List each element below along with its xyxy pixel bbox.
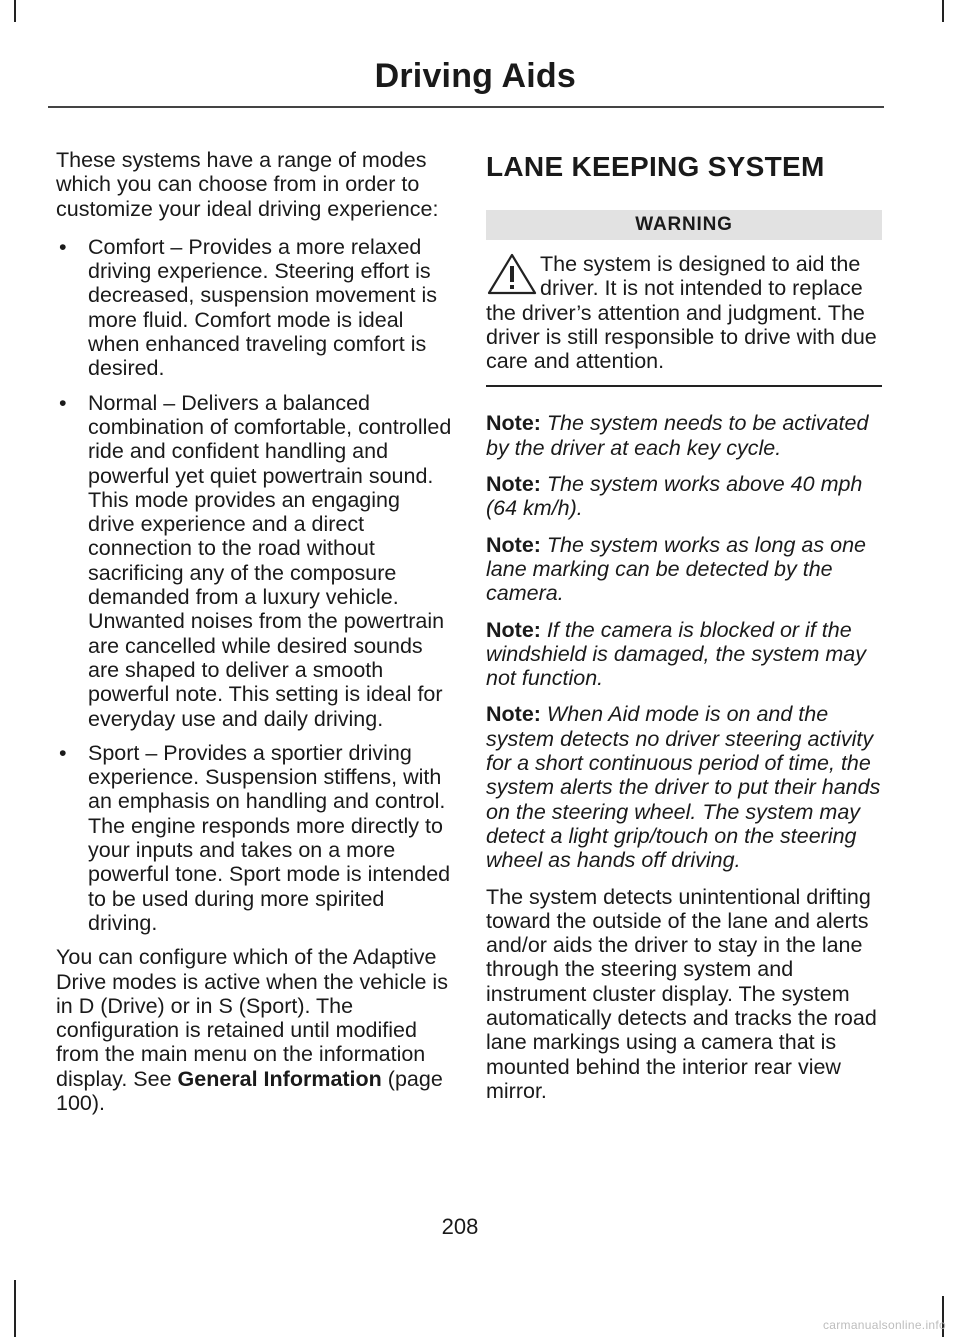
note [486, 618, 882, 691]
list-item: • Comfort – Provides a more relaxed driving experience. Steering effort is decreased, suspension movement is more fluid. Comfort mode is ideal when enhanced traveling comfort is desired. [56, 235, 452, 381]
note-label: Note: [486, 702, 541, 727]
warning-text: The system is designed to aid the driver. It is not intended to replace the driver’s attention and judgment. The driver is still responsible to drive with due care and attention. [486, 252, 877, 374]
note-text: If the camera is blocked or if the windshield is damaged, the system may not function. [486, 617, 867, 691]
configuration-paragraph [56, 945, 452, 1115]
note-label: Note: [486, 472, 541, 497]
warning-divider [486, 385, 882, 387]
system-description: The system detects unintentional drifting toward the outside of the lane and alerts and/or aids the driver to stay in the lane through the steering system and instrument cluster display. The system automatically detects and tracks the road lane markings using a camera that is mounted behind the interior rear view mirror. [486, 884, 877, 1103]
header-divider [48, 106, 884, 108]
warning-banner: WARNING [486, 210, 882, 240]
section-heading: LANE KEEPING SYSTEM [486, 151, 825, 182]
drive-mode-list [56, 235, 452, 935]
page-title: Driving Aids [374, 57, 576, 95]
note [486, 533, 882, 606]
note [486, 411, 882, 460]
note-label: Note: [486, 411, 541, 436]
crop-mark-top-left [14, 0, 16, 22]
list-item: • Sport – Provides a sportier driving experience. Suspension stiffens, with an emphasis on handling and control. The engine responds more directly to your inputs and takes on a more powerful tone. Sport mode is intended to be used during more spirited driving. [56, 741, 452, 935]
note-text: When Aid mode is on and the system detects no driver steering activity for a short continuous period of time, the system alerts the driver to put their hands on the steering wheel. The system may detect a light grip/touch on the steering wheel as hands off driving. [486, 702, 881, 873]
note-label: Note: [486, 532, 541, 557]
note [486, 472, 882, 521]
right-column [486, 148, 882, 1117]
left-column [56, 148, 452, 1129]
list-item: • Normal – Delivers a balanced combination of comfortable, controlled ride and confident handling and powerful yet quiet powertrain sound. This mode provides an engaging drive experience and a direct connection to the road without sacrificing any of the composure demanded from a luxury vehicle. Unwanted noises from the powertrain are cancelled while desired sounds are shaped to deliver a smooth powerful note. This setting is ideal for everyday use and daily driving. [56, 391, 452, 731]
crop-mark-top-right [942, 0, 944, 22]
crop-mark-bottom-left [14, 1280, 16, 1337]
intro-paragraph: These systems have a range of modes which you can choose from in order to customize your ideal driving experience: [56, 148, 439, 221]
page-reference: (page 100). [56, 1066, 443, 1115]
watermark: carmanualsonline.info [822, 1318, 946, 1332]
page-number: 208 [441, 1214, 479, 1239]
note-text: The system needs to be activated by the driver at each key cycle. [486, 411, 869, 460]
general-information-link[interactable]: General Information [177, 1066, 382, 1091]
note-label: Note: [486, 617, 541, 642]
note-text: The system works above 40 mph (64 km/h). [486, 472, 863, 521]
warning-triangle-icon [486, 252, 538, 296]
warning-box [486, 252, 882, 373]
note [486, 702, 882, 872]
note-text: The system works as long as one lane marking can be detected by the camera. [486, 532, 866, 606]
configuration-text: You can configure which of the Adaptive Drive modes is active when the vehicle is in D (Drive) or in S (Sport). The configuration is retained until modified from the main menu on the information display. See [56, 945, 448, 1091]
